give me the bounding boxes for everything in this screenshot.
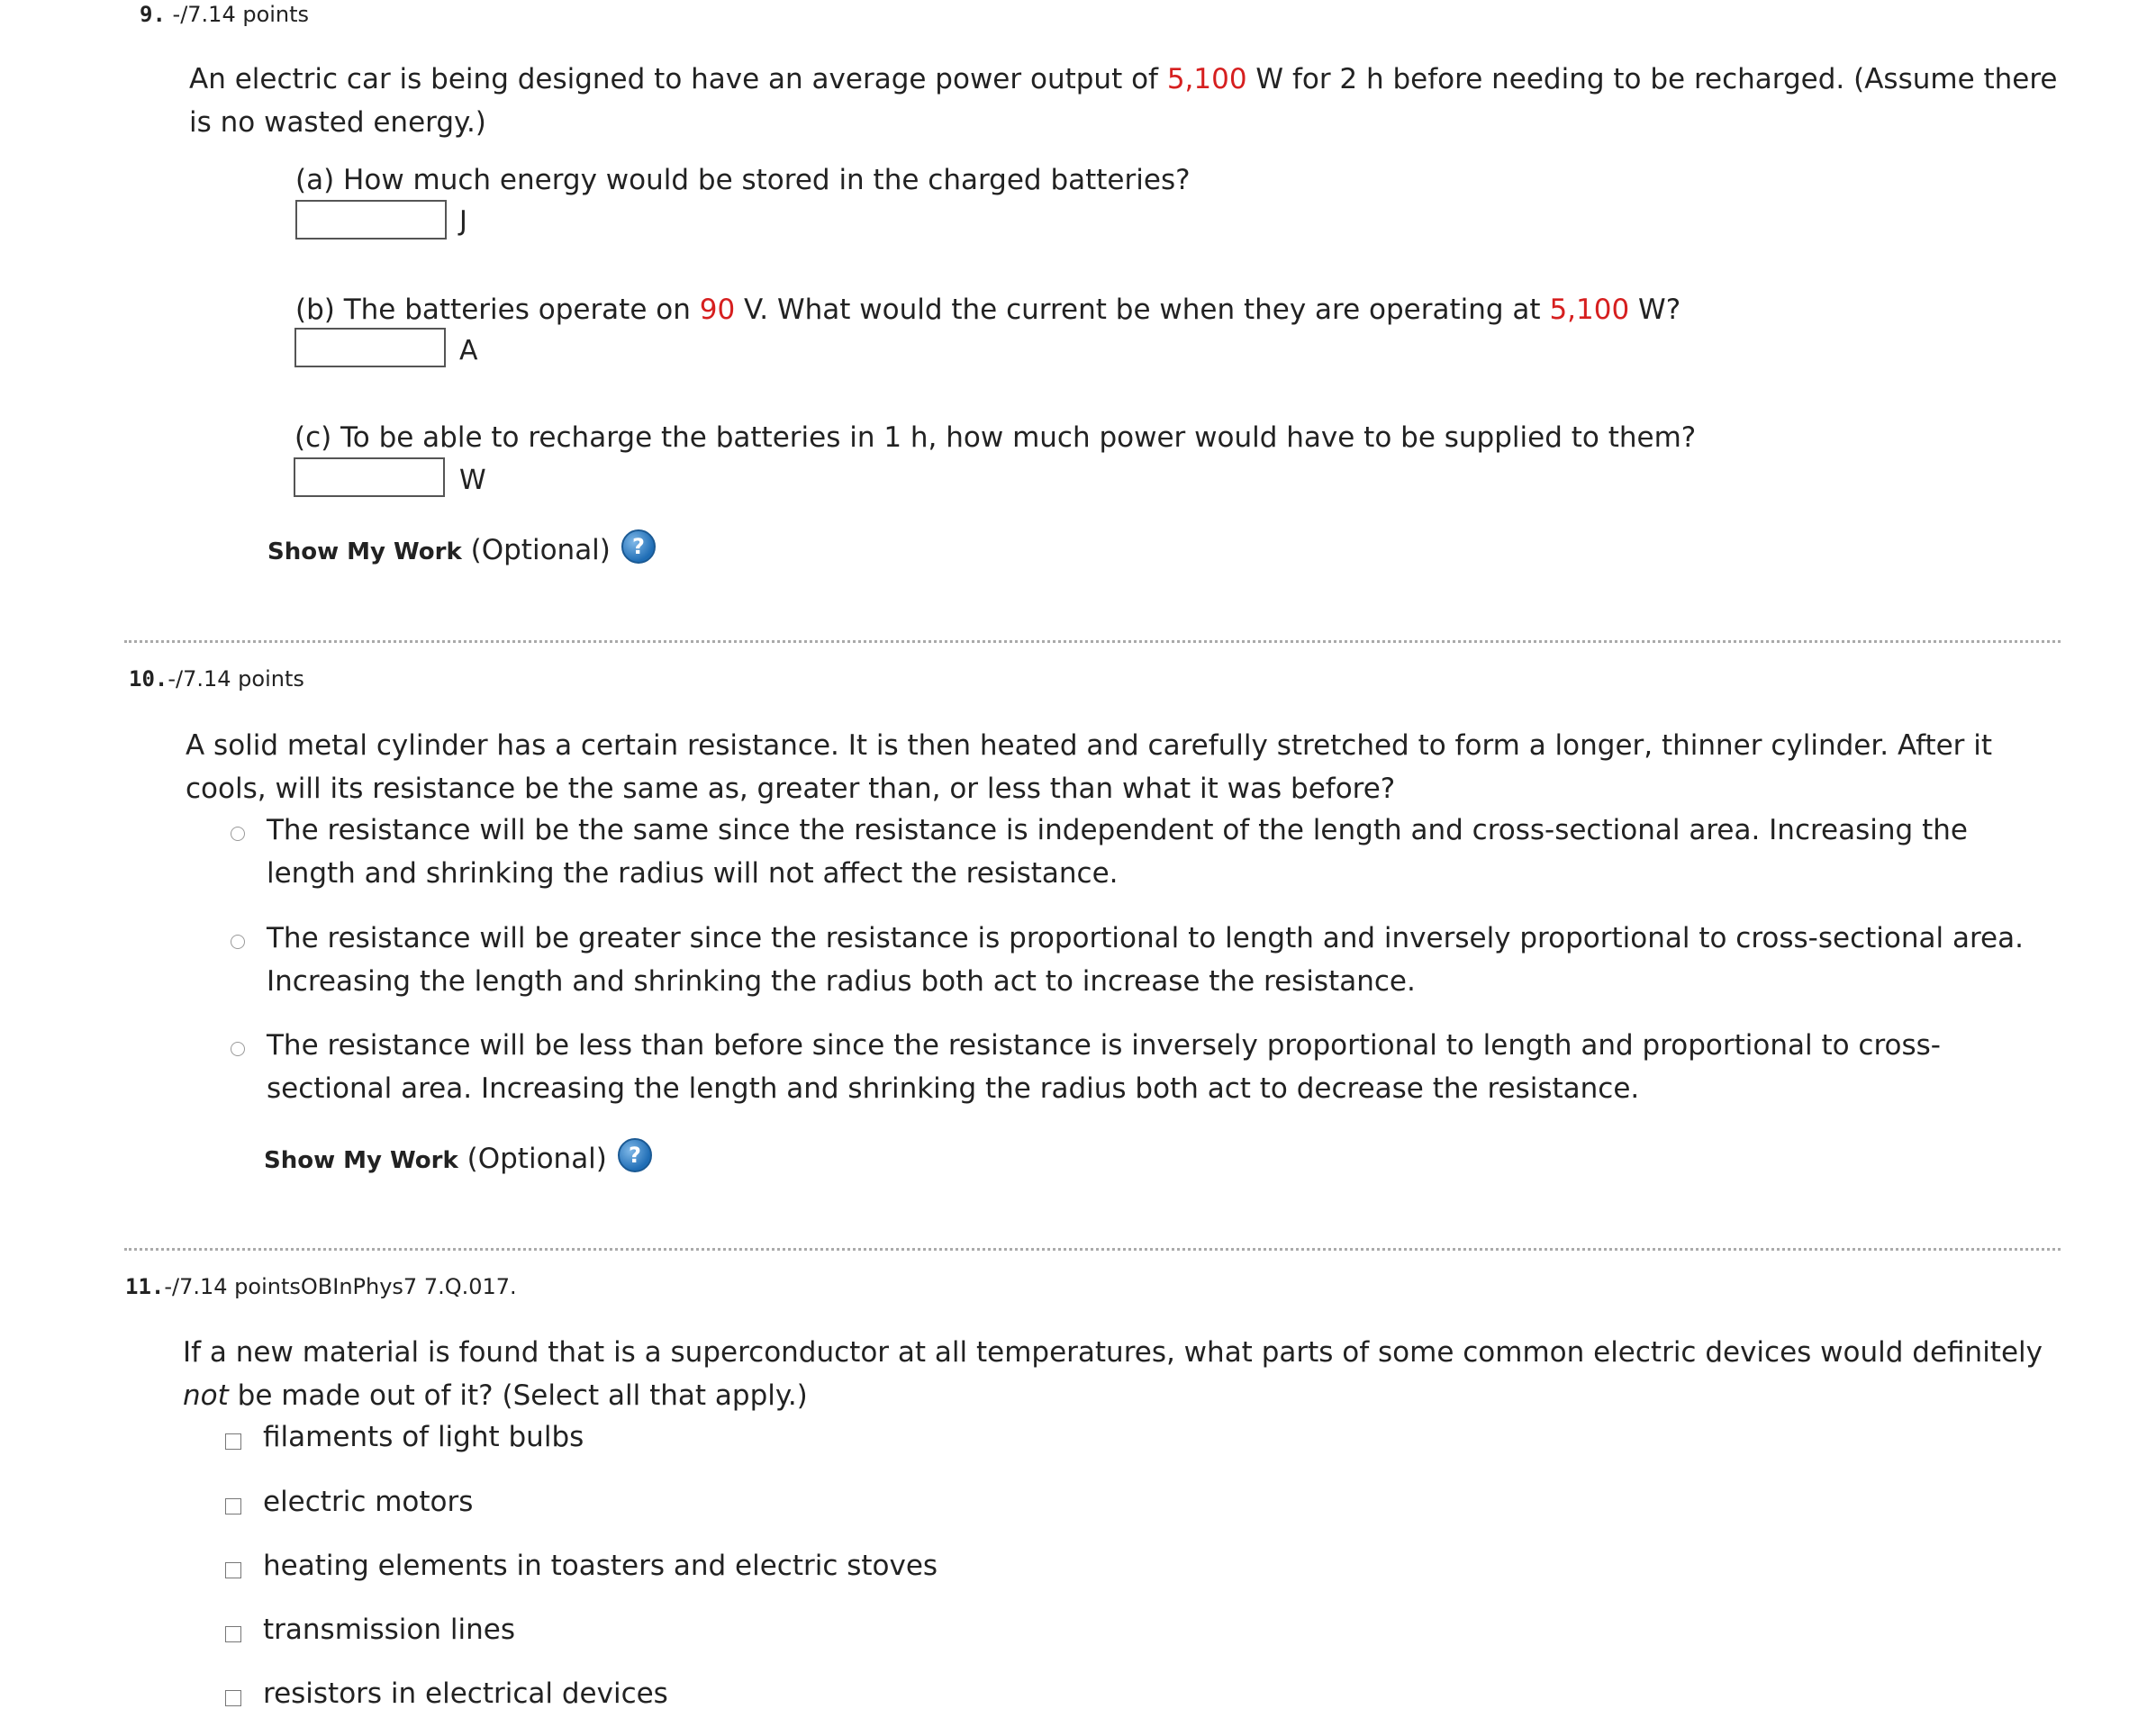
q9-unit-a: J — [459, 205, 467, 237]
q9-show-my-work[interactable] — [267, 529, 656, 566]
q11-stem-post: be made out of it? (Select all that apply.) — [228, 1379, 808, 1412]
q10-option-1-radio[interactable] — [231, 827, 245, 841]
q10-show-my-work[interactable] — [264, 1138, 652, 1175]
q10-option-3-radio[interactable] — [231, 1042, 245, 1056]
q9-answer-a-input[interactable] — [295, 200, 447, 240]
q10-points: -/7.14 points — [168, 666, 304, 692]
q10-option-3-label[interactable]: The resistance will be less than before since the resistance is inversely proportional to length and proportional to cross-sectional area. Increasing the length and shrinking the radius both act to decrease the resistance. — [267, 1029, 1941, 1105]
q9-part-a: (a) How much energy would be stored in the charged batteries? — [295, 164, 1191, 196]
q11-option-2-label[interactable]: electric motors — [263, 1486, 474, 1518]
q10-header — [129, 666, 304, 692]
show-work-optional: (Optional) — [461, 534, 611, 566]
q11-number: 11. — [125, 1274, 165, 1299]
q9-answer-b-input[interactable] — [294, 328, 446, 367]
q9-number: 9. — [140, 2, 166, 27]
q9-power-b-value: 5,100 — [1549, 294, 1630, 326]
divider — [124, 640, 2061, 643]
q11-option-4-checkbox[interactable] — [225, 1626, 241, 1642]
q11-stem-emphasis: not — [183, 1379, 229, 1412]
q9-part-b — [295, 288, 2007, 331]
q11-option-4-label[interactable]: transmission lines — [263, 1614, 515, 1646]
q11-stem — [183, 1331, 2065, 1417]
q9-unit-c: W — [459, 465, 486, 496]
q11-points: -/7.14 pointsOBInPhys7 7.Q.017. — [164, 1274, 517, 1299]
q11-option-5-label[interactable]: resistors in electrical devices — [263, 1677, 668, 1710]
q11-header — [125, 1274, 517, 1299]
q10-option-2-radio[interactable] — [231, 935, 245, 949]
divider — [124, 1248, 2061, 1251]
q9-stem-post: W for 2 h before needing to be recharged. (Assume there is no wasted energy.) — [189, 63, 2058, 139]
q9-points: -/7.14 points — [165, 2, 310, 27]
q10-option-2-label[interactable]: The resistance will be greater since the resistance is proportional to length and inversely proportional to cross-sectional area. Increasing the length and shrinking the radius both act to increase the resistance. — [267, 922, 2024, 998]
q11-option-1-checkbox[interactable] — [225, 1433, 241, 1450]
show-work-label: Show My Work — [267, 538, 462, 565]
q11-option-3-label[interactable]: heating elements in toasters and electric stoves — [263, 1550, 938, 1582]
help-icon[interactable]: ? — [621, 529, 656, 564]
q11-option-2-checkbox[interactable] — [225, 1498, 241, 1514]
q11-option-5-checkbox[interactable] — [225, 1690, 241, 1706]
q10-option-1-label[interactable]: The resistance will be the same since the resistance is independent of the length and cross-sectional area. Increasing the length and shrinking the radius will not affect the resistance. — [267, 814, 1968, 890]
q10-number: 10. — [129, 666, 168, 692]
q9-part-b-post: W? — [1629, 294, 1681, 326]
q9-header — [140, 2, 309, 27]
q11-stem-pre: If a new material is found that is a superconductor at all temperatures, what parts of some common electric devices would definitely — [183, 1336, 2043, 1369]
q10-stem: A solid metal cylinder has a certain resistance. It is then heated and carefully stretched to form a longer, thinner cylinder. After it cools, will its resistance be the same as, greater than, or less than what it was before? — [186, 729, 1993, 805]
q9-power-value: 5,100 — [1166, 63, 1247, 95]
q9-voltage-value: 90 — [699, 294, 736, 326]
q9-part-c: (c) To be able to recharge the batteries in 1 h, how much power would have to be supplied to them? — [294, 421, 1697, 454]
q11-option-1-label[interactable]: filaments of light bulbs — [263, 1421, 584, 1453]
q9-part-b-pre: (b) The batteries operate on — [295, 294, 700, 326]
help-icon[interactable]: ? — [618, 1138, 652, 1172]
q9-answer-c-input[interactable] — [294, 457, 445, 497]
q9-stem-pre: An electric car is being designed to have an average power output of — [189, 63, 1167, 95]
q9-stem — [189, 58, 2062, 144]
show-work-label: Show My Work — [264, 1147, 458, 1174]
q11-option-3-checkbox[interactable] — [225, 1562, 241, 1578]
q9-unit-b: A — [459, 335, 478, 366]
q9-part-b-mid: V. What would the current be when they are operating at — [735, 294, 1550, 326]
show-work-optional: (Optional) — [457, 1143, 607, 1175]
